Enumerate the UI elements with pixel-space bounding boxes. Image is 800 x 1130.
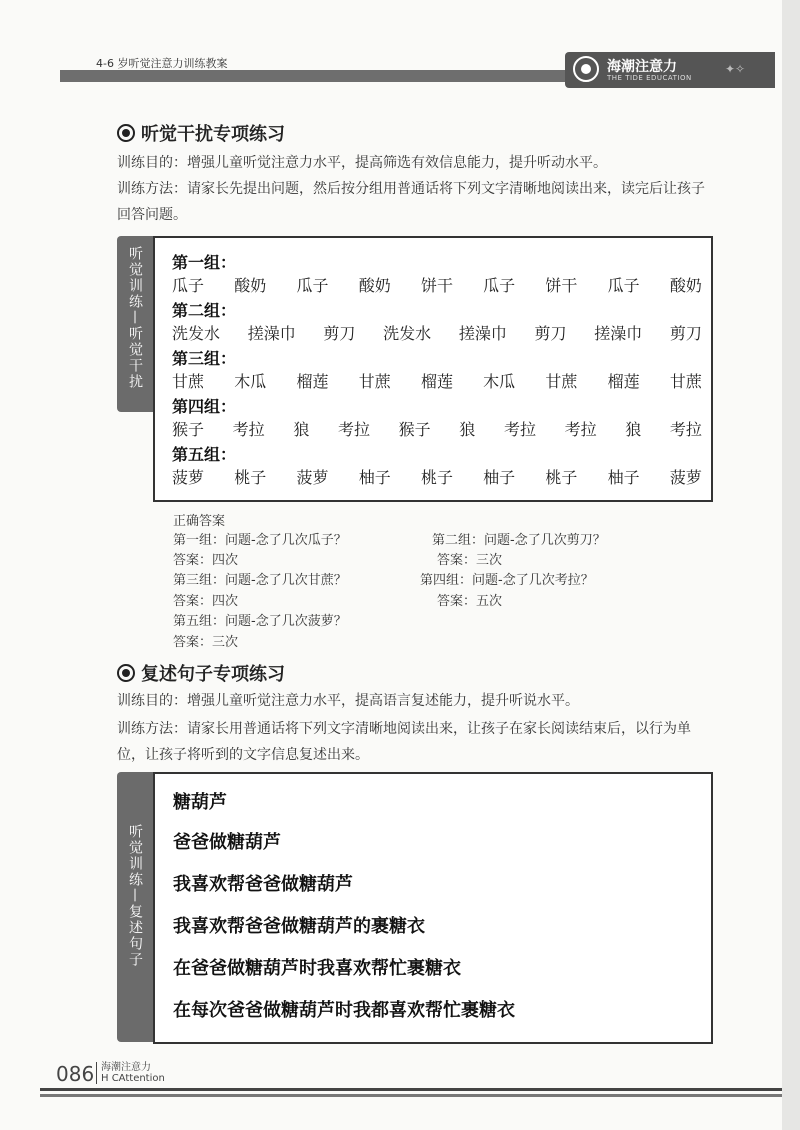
- word-item: 洗发水: [172, 324, 221, 343]
- word-item: 剪刀: [534, 324, 567, 343]
- decoration-icon: ✦✧: [725, 62, 746, 76]
- footer-brand: [96, 1062, 165, 1084]
- group-words: [172, 273, 702, 296]
- sentence-line: 我喜欢帮爸爸做糖葫芦: [173, 874, 353, 895]
- group-words: [172, 321, 702, 344]
- answer-value: 答案：三次: [173, 635, 239, 650]
- footer-rule: [40, 1088, 782, 1091]
- sentence-line: 在爸爸做糖葫芦时我喜欢帮忙裹糖衣: [173, 958, 461, 979]
- answer-value: 答案：三次: [437, 553, 503, 568]
- section1-goal: 训练目的：增强儿童听觉注意力水平，提高筛选有效信息能力，提升听动水平。: [117, 155, 607, 171]
- word-item: 菠萝: [172, 468, 205, 487]
- word-item: 柚子: [607, 468, 640, 487]
- section1-side-label: 听觉训练—听觉干扰: [127, 246, 143, 390]
- section2-side-tab: [117, 772, 153, 1042]
- section2-method: 训练方法：请家长用普通话将下列文字清晰地阅读出来，让孩子在家长阅读结束后，以行为单位，让孩子将听到的文字信息复述出来。: [117, 721, 691, 763]
- word-item: 榴莲: [420, 372, 453, 391]
- word-item: 洗发水: [383, 324, 432, 343]
- word-item: 搓澡巾: [594, 324, 643, 343]
- logo-brand-en: THE TIDE EDUCATION: [607, 74, 692, 82]
- word-item: 菠萝: [296, 468, 329, 487]
- group-title: 第三组：: [172, 349, 237, 368]
- group-title: 第五组：: [172, 445, 237, 464]
- word-item: 考拉: [503, 420, 536, 439]
- section1-method: 训练方法：请家长先提出问题，然后按分组用普通话将下列文字清晰地阅读出来，读完后让孩子回答问题。: [117, 181, 705, 223]
- logo-icon: [573, 56, 599, 82]
- word-item: 狼: [459, 420, 476, 439]
- section2-goal: 训练目的：增强儿童听觉注意力水平，提高语言复述能力，提升听说水平。: [117, 693, 579, 709]
- answer-question: 第三组：问题-念了几次甘蔗？: [173, 573, 347, 588]
- header-title: 4-6 岁听觉注意力训练教案: [96, 57, 228, 70]
- word-item: 甘蔗: [358, 372, 391, 391]
- word-item: 酸奶: [234, 276, 267, 295]
- header-logo: [565, 52, 775, 88]
- word-item: 剪刀: [669, 324, 702, 343]
- footer-rule: [40, 1094, 782, 1097]
- bullet-icon: [117, 664, 135, 682]
- sentence-line: 我喜欢帮爸爸做糖葫芦的裹糖衣: [173, 916, 425, 937]
- group-words: [172, 369, 702, 392]
- word-item: 饼干: [420, 276, 453, 295]
- word-item: 酸奶: [669, 276, 702, 295]
- group-words: [172, 417, 702, 440]
- sentence-line: 爸爸做糖葫芦: [173, 832, 281, 853]
- group-title: 第二组：: [172, 301, 237, 320]
- answer-question: 第二组：问题-念了几次剪刀？: [432, 533, 606, 548]
- section1-title-text: 听觉干扰专项练习: [141, 124, 285, 145]
- section2-side-label: 听觉训练—复述句子: [127, 824, 143, 968]
- word-item: 考拉: [232, 420, 265, 439]
- word-item: 猴子: [398, 420, 431, 439]
- sentence-line: 在每次爸爸做糖葫芦时我都喜欢帮忙裹糖衣: [173, 1000, 515, 1021]
- word-item: 木瓜: [483, 372, 516, 391]
- word-item: 桃子: [234, 468, 267, 487]
- word-item: 酸奶: [358, 276, 391, 295]
- footer-brand-en: H CAttention: [101, 1073, 165, 1084]
- sentence-line: 糖葫芦: [173, 792, 227, 813]
- group-title: 第四组：: [172, 397, 237, 416]
- word-item: 考拉: [337, 420, 370, 439]
- word-item: 柚子: [358, 468, 391, 487]
- word-item: 搓澡巾: [458, 324, 507, 343]
- header-bar: [60, 70, 580, 82]
- word-item: 榴莲: [296, 372, 329, 391]
- word-item: 瓜子: [296, 276, 329, 295]
- page-edge: [782, 0, 800, 1130]
- word-item: 菠萝: [669, 468, 702, 487]
- logo-brand-cn: 海潮注意力: [607, 59, 677, 75]
- word-item: 饼干: [545, 276, 578, 295]
- word-item: 剪刀: [323, 324, 356, 343]
- word-item: 瓜子: [483, 276, 516, 295]
- answer-value: 答案：四次: [173, 594, 239, 609]
- word-item: 桃子: [545, 468, 578, 487]
- group-title: 第一组：: [172, 253, 237, 272]
- answer-value: 答案：四次: [173, 553, 239, 568]
- word-item: 狼: [625, 420, 642, 439]
- word-item: 柚子: [483, 468, 516, 487]
- section1-side-tab: [117, 236, 153, 412]
- word-item: 搓澡巾: [247, 324, 296, 343]
- word-item: 甘蔗: [172, 372, 205, 391]
- group-words: [172, 465, 702, 488]
- answer-value: 答案：五次: [437, 594, 503, 609]
- bullet-icon: [117, 124, 135, 142]
- word-item: 考拉: [669, 420, 702, 439]
- word-item: 榴莲: [607, 372, 640, 391]
- answers-title: 正确答案: [173, 514, 226, 529]
- answer-question: 第一组：问题-念了几次瓜子？: [173, 533, 347, 548]
- footer-brand-cn: 海潮注意力: [101, 1062, 151, 1073]
- word-item: 瓜子: [172, 276, 205, 295]
- word-item: 甘蔗: [545, 372, 578, 391]
- word-item: 狼: [293, 420, 310, 439]
- section1-title: [117, 120, 285, 146]
- section2-title: [117, 660, 285, 686]
- word-item: 猴子: [172, 420, 205, 439]
- word-item: 甘蔗: [669, 372, 702, 391]
- answer-question: 第四组：问题-念了几次考拉？: [420, 573, 594, 588]
- word-item: 桃子: [420, 468, 453, 487]
- section2-title-text: 复述句子专项练习: [141, 664, 285, 685]
- page-number: 086: [56, 1062, 95, 1086]
- word-item: 木瓜: [234, 372, 267, 391]
- word-item: 考拉: [564, 420, 597, 439]
- word-item: 瓜子: [607, 276, 640, 295]
- answer-question: 第五组：问题-念了几次菠萝？: [173, 614, 347, 629]
